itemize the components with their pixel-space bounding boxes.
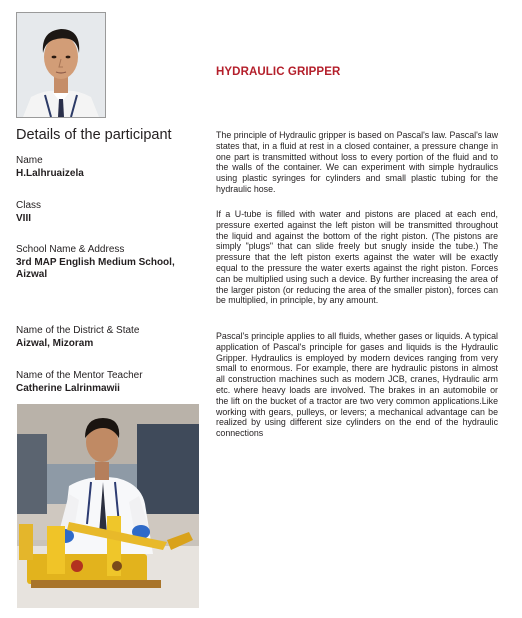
portrait-image: [17, 13, 105, 117]
mentor-label: Name of the Mentor Teacher: [16, 370, 143, 381]
paragraph-2-text: If a U-tube is filled with water and pistons are placed at each end, pressure exerted against the left piston will be transmitted throughout the liquid and against the bottom of the right piston. (The pistons are simply "plugs" that can slide freely but snugly inside the tube.) The pressure that the left piston exerts against the water will be exactly equal to the pressure the water exerts against the right piston. Forces can be multiplied using such a device. By further increasing the area of the larger piston (or reducing the area of the smaller piston), forces can be multiplied, in principle, by any amount.: [216, 209, 498, 306]
school-field: [16, 244, 175, 282]
name-label: Name: [16, 155, 43, 166]
participant-details-heading: Details of the participant: [16, 127, 172, 143]
project-photo-image: [17, 404, 199, 608]
district-field: [16, 325, 139, 350]
school-label: School Name & Address: [16, 244, 125, 255]
school-value-line1: 3rd MAP English Medium School,: [16, 256, 175, 268]
paragraph-1-text: The principle of Hydraulic gripper is based on Pascal's law. Pascal's law states that, in a fluid at rest in a closed container, a pressure change in one part is transmitted without loss to every portion of the fluid and to the walls of the container. We can experiment with simple hydraulics using plastic syringes for cylinders and small plastic tubing for the hydraulic hose.: [216, 130, 498, 194]
name-value: H.Lalhruaizela: [16, 167, 84, 179]
project-title: HYDRAULIC GRIPPER: [216, 66, 341, 78]
class-label: Class: [16, 200, 42, 211]
participant-portrait: [16, 12, 106, 118]
name-field: [16, 155, 84, 180]
mentor-field: [16, 370, 143, 395]
class-value: VIII: [16, 212, 32, 224]
article-paragraph-3: [216, 331, 498, 439]
paragraph-3-text: Pascal's principle applies to all fluids, whether gases or liquids. A typical application of Pascal's principle for gases and liquids is the Hydraulic Gripper. Hydraulics is employed by modern devices ranging from very small to enormous. For example, there are hydraulic pistons in almost all construction machines such as modern JCB, cranes, Hydraulic arm etc. where heavy loads are involved. The brakes in an automobile or the lift on the bucket of a tractor are two very common applications.Like working with gears, pulleys, or levers; a mechanical advantage can be realized by using different size cylinders on the end of the hydraulic connections: [216, 331, 498, 439]
district-label: Name of the District & State: [16, 325, 140, 336]
class-field: [16, 200, 41, 225]
district-value: Aizwal, Mizoram: [16, 337, 94, 349]
mentor-value: Catherine Lalrinmawii: [16, 382, 120, 394]
project-photo: [17, 404, 199, 608]
school-value-line2: Aizwal: [16, 269, 48, 280]
article-paragraph-1: [216, 130, 498, 195]
article-paragraph-2: [216, 209, 498, 306]
